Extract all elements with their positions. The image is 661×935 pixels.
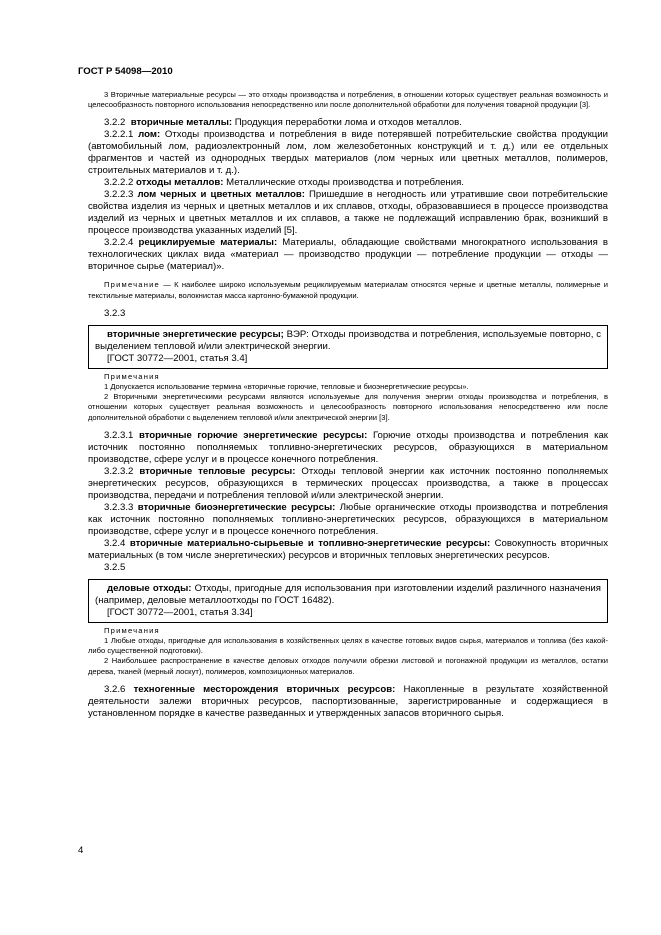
definition: Отходы производства и потребления в виде потерявшей потребительские свойства продукции (автомобильный лом, радиоэлектронный лом, лом железобетонных конструкций и т. д.) или ее отдельных фрагментов и частей из однородных твердых материалов (лом черных или цветных металлов, полимеров, строительных материалов и т. д.). — [88, 129, 609, 177]
clause-3-2-3-number: 3.2.3 — [104, 307, 126, 319]
definition: Отходы тепловой энергии как источник постоянно пополняемых энергетических ресурсов, образующихся в термических процессах производства, а также в процессах производства, передачи и потребления тепловой и/или электрической энергии. — [88, 465, 609, 501]
clause-number: 3.2.3.3 — [104, 501, 134, 513]
definition: Накопленные в результате хозяйственной деятельности залежи вторичных ресурсов, паспортизованные, зарегистрированные и содержащиеся в установленном порядке в качестве разведанных и утвержденных запасов вторичного сырья. — [88, 683, 608, 719]
term: вторичные биоэнергетические ресурсы: — [137, 501, 336, 513]
clause-3-2-3 — [95, 329, 601, 353]
term: вторичные горючие энергетические ресурсы: — [138, 429, 368, 441]
clause-3-2-2-4 — [88, 237, 608, 273]
note-text: — К наиболее широко используемым рециклируемым материалам относятся черные и цветные металлы, полимерные и текстильные материалы, волокнистая масса картонно-бумажной продукции. — [88, 280, 608, 300]
abbreviation: ВЭР: — [283, 328, 309, 340]
page-number: 4 — [78, 845, 84, 856]
clause-3-2-2 — [88, 117, 608, 129]
term: лом: — [138, 129, 161, 141]
term: рециклируемые материалы: — [138, 237, 278, 249]
definition: Отходы производства и потребления, используемые повторно, с выделением тепловой и/или электрической энергии. — [95, 328, 601, 352]
document-body — [88, 90, 608, 720]
note-item: 2 Вторичными энергетическими ресурсами являются используемые для получения энергии отходы производства и потребления, в отношении которых существует реальная возможность и целесообразность повторного использования непосредственно или после дополнительной обработки с выделением тепловой и/или электрической энергии [3]. — [88, 392, 608, 422]
notes-label: Примечания — [104, 371, 160, 381]
definition-box-3-2-3 — [88, 325, 608, 369]
definition: Любые органические отходы производства и потребления как источник постоянно пополняемых топливно-энергетических ресурсов, образующихся в материальном производстве, сфере услуг и в процессе конечного потребления. — [88, 501, 608, 537]
definition: Горючие отходы производства и потребления как источник постоянно пополняемых топливно-энергетических ресурсов, образующихся в материальном производстве, сфере услуг и в процессе конечного потребления. — [88, 429, 609, 465]
document-header: ГОСТ Р 54098—2010 — [78, 66, 173, 77]
clause-number: 3.2.2 — [104, 117, 126, 129]
note-label: Примечание — [104, 280, 160, 290]
clause-3-2-2-2 — [88, 177, 608, 189]
definition: Продукция переработки лома и отходов металлов. — [232, 117, 462, 129]
term: вторичные материально-сырьевые и топливно-энергетические ресурсы: — [129, 537, 491, 549]
clause-number: 3.2.3.2 — [104, 465, 134, 477]
clause-number: 3.2.6 — [104, 683, 126, 695]
definition: Совокупность вторичных материальных (в том числе энергетических) ресурсов и вторичных тепловых энергетических ресурсов. — [88, 537, 608, 561]
clause-number: 3.2.2.4 — [104, 237, 134, 249]
definition: Металлические отходы производства и потребления. — [223, 177, 464, 189]
source-reference: [ГОСТ 30772—2001, статья 3.34] — [107, 606, 253, 618]
term: вторичные энергетические ресурсы; — [107, 328, 284, 340]
clause-3-2-3-1 — [88, 430, 608, 466]
clause-3-2-3-2 — [88, 466, 608, 502]
note-item: 1 Любые отходы, пригодные для использования в хозяйственных целях в качестве готовых видов сырья, материалов и топлива (без какой-либо существенной подготовки). — [88, 636, 608, 656]
definition: Материалы, обладающие свойствами многократного использования в технологических циклах вида «материал — производство продукции — потребление продукции — отходы — вторичное сырье (материал)». — [88, 237, 608, 273]
term: техногенные месторождения вторичных ресурсов: — [133, 683, 396, 695]
note-3-2-2-4 — [88, 280, 608, 300]
notes-label: Примечания — [104, 625, 160, 635]
clause-3-2-6 — [88, 684, 608, 720]
note-item: 2 Наибольшее распространение в качестве деловых отходов получили обрезки листовой и погонажной продукции из металлов, остатки дерева, тканей (мерный лоскут), полимеров, композиционных материалов. — [88, 656, 608, 676]
clause-3-2-2-1 — [88, 129, 608, 177]
clause-number: 3.2.3.1 — [104, 429, 134, 441]
term: вторичные тепловые ресурсы: — [139, 465, 296, 477]
clause-number: 3.2.2.2 — [104, 177, 134, 189]
clause-3-2-2-3 — [88, 189, 608, 237]
source-reference: [ГОСТ 30772—2001, статья 3.4] — [107, 352, 248, 364]
term: лом черных и цветных металлов: — [137, 189, 305, 201]
clause-3-2-5 — [95, 583, 601, 607]
term: деловые отходы: — [107, 582, 192, 594]
clause-number: 3.2.4 — [104, 537, 126, 549]
clause-number: 3.2.2.1 — [104, 129, 134, 141]
note-item: 1 Допускается использование термина «вторичные горючие, тепловые и биоэнергетические ресурсы». — [104, 382, 469, 392]
note-3: 3 Вторичные материальные ресурсы — это отходы производства и потребления, в отношении которых существует реальная возможность и целесообразность повторного использования непосредственно или после дополнительной обработки для получения товарной продукции [3]. — [88, 90, 608, 110]
clause-3-2-3-3 — [88, 502, 608, 538]
clause-number: 3.2.2.3 — [104, 189, 134, 201]
definition-box-3-2-5 — [88, 579, 608, 623]
definition: Пришедшие в негодность или утратившие свои потребительские свойства изделия из черных и цветных металлов и их сплавов, отходы, образовавшиеся в процессе производства изделий из черных и цветных металлов и их сплавов, а также не подлежащий исправлению брак, возникший в процессе производства указанных изделий [5]. — [88, 189, 608, 237]
clause-3-2-5-number: 3.2.5 — [104, 561, 126, 573]
term: вторичные металлы: — [130, 117, 233, 129]
definition: Отходы, пригодные для использования при изготовлении изделий различного назначения (например, деловые металлоотходы по ГОСТ 16482). — [95, 582, 601, 606]
clause-3-2-4 — [88, 538, 608, 562]
term: отходы металлов: — [136, 177, 224, 189]
